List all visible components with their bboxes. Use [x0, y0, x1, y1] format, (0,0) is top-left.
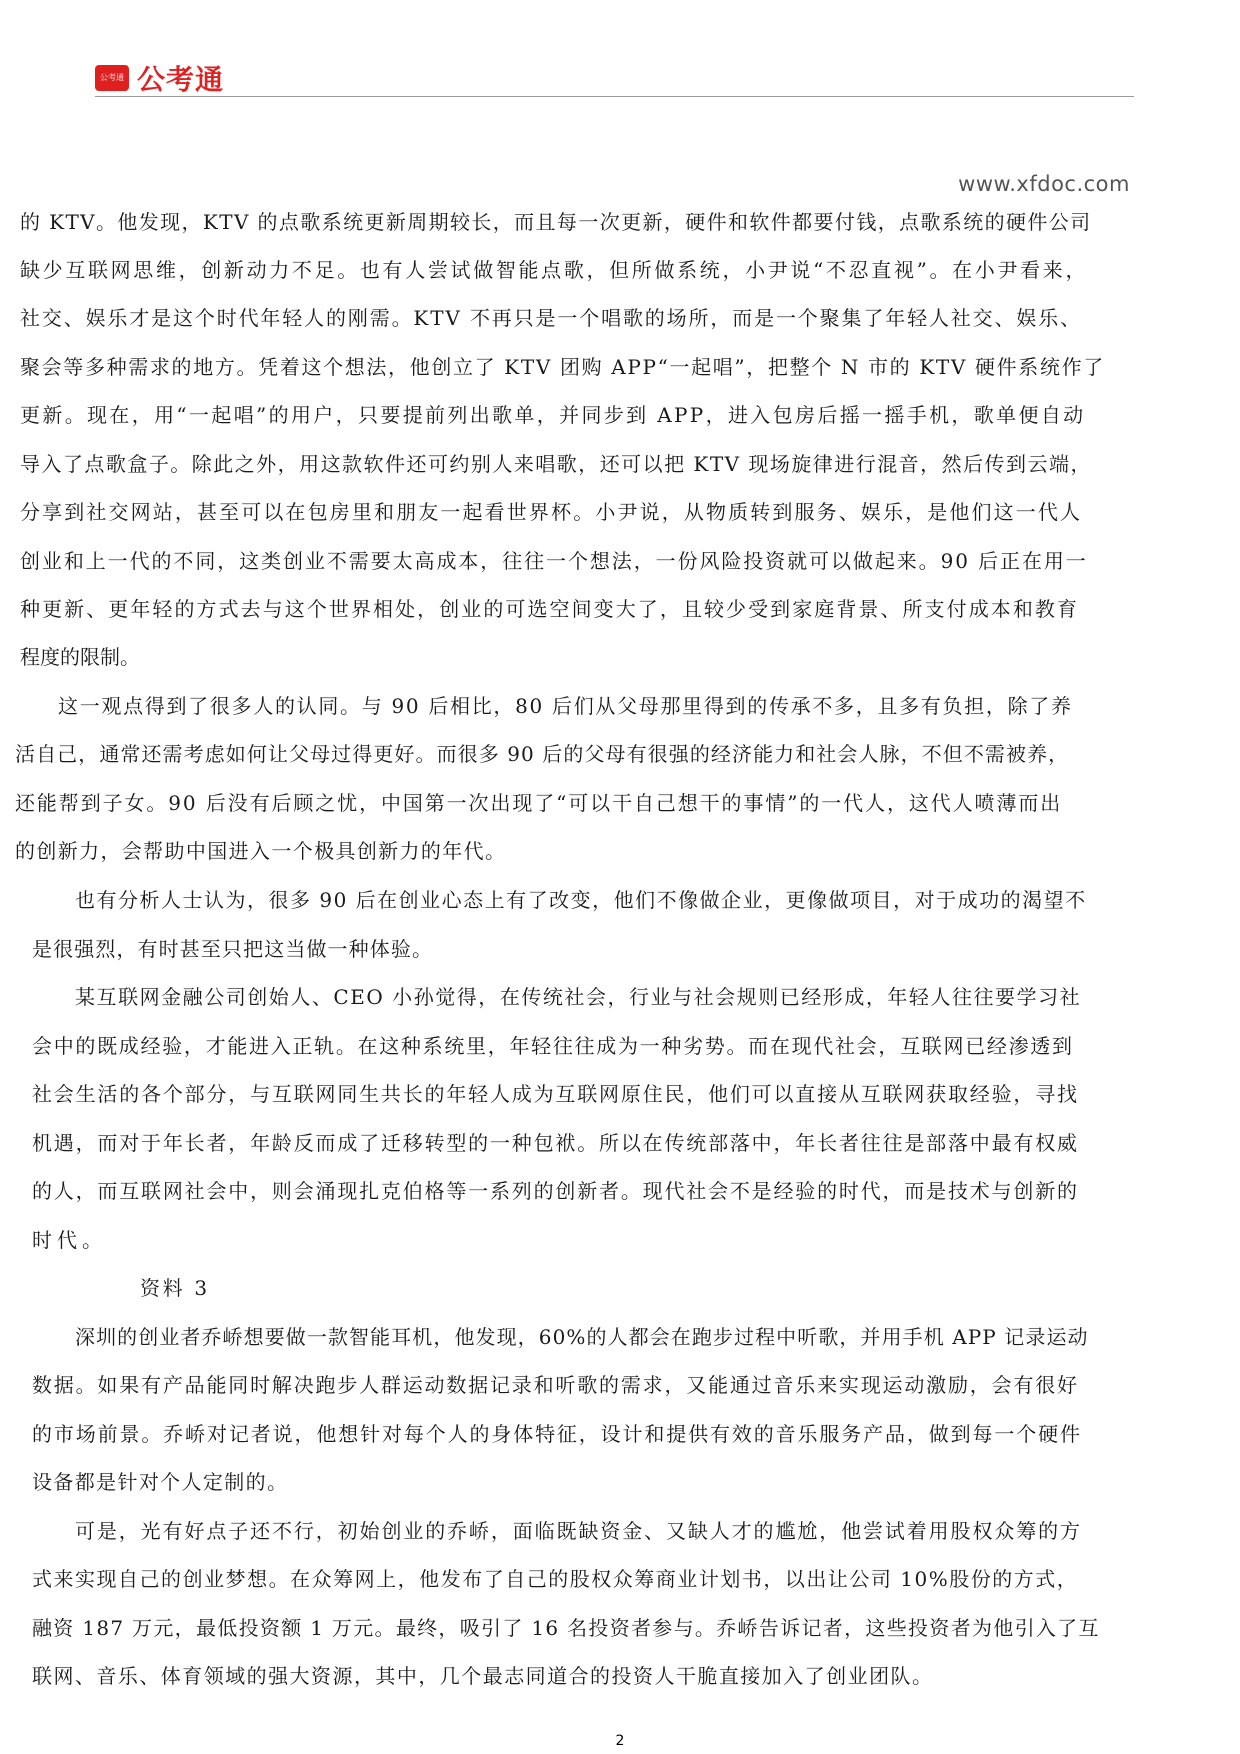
text-line: 是很强烈，有时甚至只把这当做一种体验。 [32, 937, 434, 961]
logo-badge-text: 公考通 [100, 73, 124, 82]
header-divider [95, 96, 1134, 97]
logo-icon [95, 65, 129, 91]
page-number: 2 [615, 1733, 625, 1749]
text-line: 种更新、更年轻的方式去与这个世界相处，创业的可选空间变大了，且较少受到家庭背景、所支付成本和教育 [20, 597, 1080, 621]
text-line: 的人，而互联网社会中，则会涌现扎克伯格等一系列的创新者。现代社会不是经验的时代，而是技术与创新的 [32, 1179, 1079, 1203]
text-line: 的 KTV。他发现，KTV 的点歌系统更新周期较长，而且每一次更新，硬件和软件都要付钱，点歌系统的硬件公司 [20, 210, 1092, 234]
brand-header [95, 58, 224, 98]
text-line: 式来实现自己的创业梦想。在众筹网上，他发布了自己的股权众筹商业计划书，以出让公司 10%股份的方式， [32, 1567, 1079, 1591]
text-line: 活自己，通常还需考虑如何让父母过得更好。而很多 90 后的父母有很强的经济能力和社会人脉，不但不需被养， [15, 742, 1070, 766]
text-line: 更新。现在，用“一起唱”的用户，只要提前列出歌单，并同步到 APP，进入包房后摇一摇手机，歌单便自动 [20, 403, 1086, 427]
text-line: 创业和上一代的不同，这类创业不需要太高成本，往往一个想法，一份风险投资就可以做起来。90 后正在用一 [20, 549, 1088, 573]
text-line: 会中的既成经验，才能进入正轨。在这种系统里，年轻往往成为一种劣势。而在现代社会，互联网已经渗透到 [32, 1034, 1074, 1058]
site-url: www.xfdoc.com [958, 172, 1130, 196]
text-line: 这一观点得到了很多人的认同。与 90 后相比，80 后们从父母那里得到的传承不多，且多有负担，除了养 [58, 694, 1073, 718]
brand-name: 公考通 [137, 63, 225, 96]
text-line: 分享到社交网站，甚至可以在包房里和朋友一起看世界杯。小尹说，从物质转到服务、娱乐，是他们这一代人 [20, 500, 1083, 524]
text-line: 聚会等多种需求的地方。凭着这个想法，他创立了 KTV 团购 APP“一起唱”，把整个 N 市的 KTV 硬件系统作了 [20, 355, 1105, 379]
text-line: 的创新力，会帮助中国进入一个极具创新力的年代。 [15, 839, 507, 863]
text-line: 可是，光有好点子还不行，初始创业的乔峤，面临既缺资金、又缺人才的尴尬，他尝试着用股权众筹的方 [75, 1519, 1082, 1543]
text-line: 时代。 [32, 1228, 107, 1252]
text-line: 联网、音乐、体育领域的强大资源，其中，几个最志同道合的投资人干脆直接加入了创业团队。 [32, 1664, 934, 1688]
text-line: 社会生活的各个部分，与互联网同生共长的年轻人成为互联网原住民，他们可以直接从互联网获取经验，寻找 [32, 1082, 1079, 1106]
text-line: 设备都是针对个人定制的。 [32, 1470, 289, 1494]
text-line: 程度的限制。 [20, 645, 140, 669]
text-line: 的市场前景。乔峤对记者说，他想针对每个人的身体特征，设计和提供有效的音乐服务产品，做到每一个硬件 [32, 1422, 1082, 1446]
section-heading: 资料 3 [140, 1276, 210, 1300]
text-line: 某互联网金融公司创始人、CEO 小孙觉得，在传统社会，行业与社会规则已经形成，年轻人往往要学习社 [75, 985, 1082, 1009]
text-line: 也有分析人士认为，很多 90 后在创业心态上有了改变，他们不像做企业，更像做项目，对于成功的渴望不 [75, 888, 1087, 912]
text-line: 深圳的创业者乔峤想要做一款智能耳机，他发现，60%的人都会在跑步过程中听歌，并用手机 APP 记录运动 [75, 1325, 1089, 1349]
text-line: 机遇，而对于年长者，年龄反而成了迁移转型的一种包袱。所以在传统部落中，年长者往往是部落中最有权威 [32, 1131, 1079, 1155]
text-line: 缺少互联网思维，创新动力不足。也有人尝试做智能点歌，但所做系统，小尹说“不忍直视”。在小尹看来， [20, 258, 1089, 282]
text-line: 融资 187 万元，最低投资额 1 万元。最终，吸引了 16 名投资者参与。乔峤告诉记者，这些投资者为他引入了互 [32, 1616, 1100, 1640]
text-line: 还能帮到子女。90 后没有后顾之忧，中国第一次出现了“可以干自己想干的事情”的一代人，这代人喷薄而出 [15, 791, 1063, 815]
text-line: 社交、娱乐才是这个时代年轻人的刚需。KTV 不再只是一个唱歌的场所，而是一个聚集了年轻人社交、娱乐、 [20, 306, 1082, 330]
text-line: 导入了点歌盒子。除此之外，用这款软件还可约别人来唱歌，还可以把 KTV 现场旋律进行混音，然后传到云端， [20, 452, 1092, 476]
text-line: 数据。如果有产品能同时解决跑步人群运动数据记录和听歌的需求，又能通过音乐来实现运动激励，会有很好 [32, 1373, 1079, 1397]
